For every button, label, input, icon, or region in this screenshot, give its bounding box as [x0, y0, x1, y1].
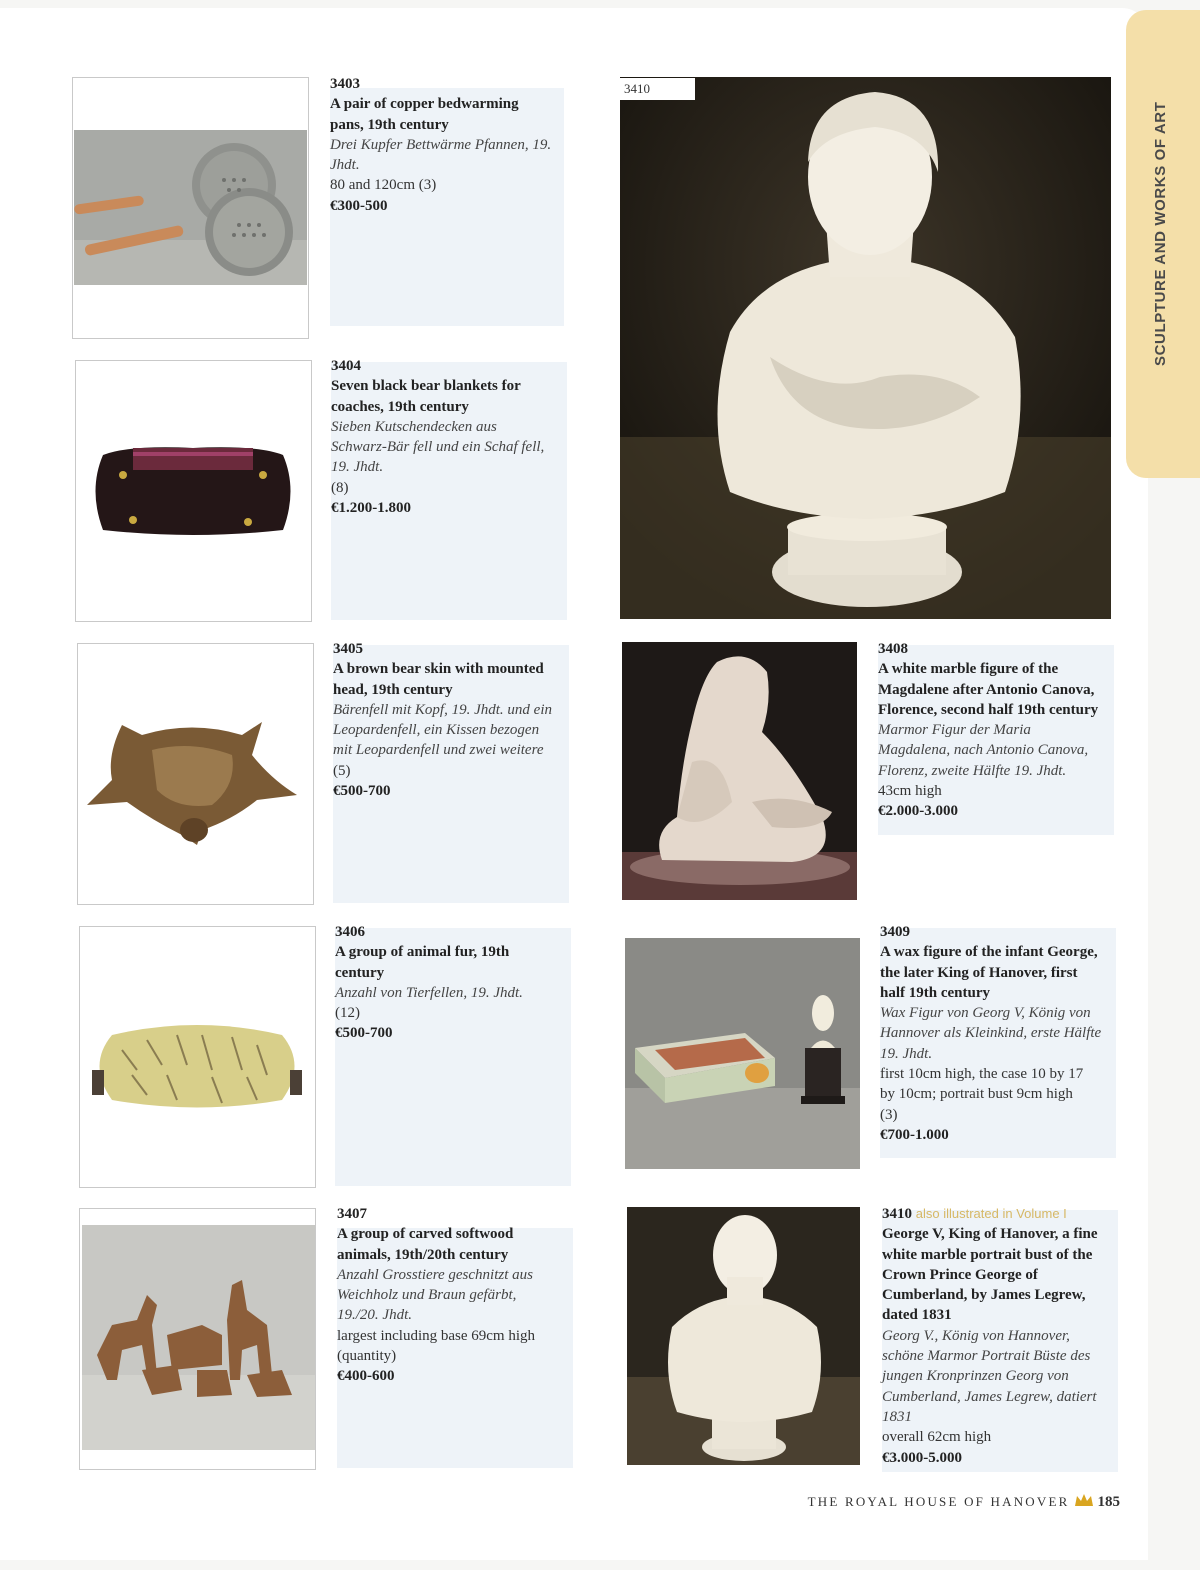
lot-detail-line: 43cm high	[878, 783, 942, 800]
lot-3409-photo[interactable]	[625, 938, 860, 1169]
lot-title-line: coaches, 19th century	[331, 398, 469, 415]
lot-title-line: white marble portrait bust of the	[882, 1246, 1093, 1263]
lot-title-line: half 19th century	[880, 984, 990, 1001]
lot-detail-line: (3)	[880, 1106, 898, 1123]
lot-estimate: €500-700	[335, 1025, 393, 1042]
lot-number: 3404	[331, 358, 361, 374]
lot-3410-photo[interactable]	[627, 1207, 860, 1465]
lot-german-line: 19. Jhdt.	[880, 1045, 933, 1062]
lot-3408-photo[interactable]	[622, 642, 857, 900]
lot-number: 3408	[878, 641, 908, 657]
lot-german-line: Cumberland, James Legrew, datiert	[882, 1388, 1097, 1405]
lot-3403-photo[interactable]	[74, 130, 307, 285]
lot-3409	[880, 922, 1125, 1145]
lot-title-line: Magdalene after Antonio Canova,	[878, 681, 1095, 698]
lot-3405	[333, 639, 578, 801]
lot-3407	[337, 1204, 582, 1387]
lot-detail-line: by 10cm; portrait bust 9cm high	[880, 1086, 1073, 1103]
section-label: SCULPTURE AND WORKS OF ART	[1152, 101, 1169, 367]
lot-3404-photo[interactable]	[88, 440, 298, 545]
lot-german-line: Florenz, zweite Hälfte 19. Jhdt.	[878, 762, 1067, 779]
lot-estimate: €300-500	[330, 197, 388, 214]
lot-title-line: A brown bear skin with mounted	[333, 661, 544, 678]
lot-number: 3405	[333, 641, 363, 657]
lot-german-line: Leopardenfell, ein Kissen bezogen	[333, 722, 540, 739]
lot-estimate: €700-1.000	[880, 1126, 949, 1143]
lot-german-line: Drei Kupfer Bettwärme Pfannen, 19.	[330, 136, 552, 153]
lot-title-line: head, 19th century	[333, 681, 453, 698]
lot-number: 3409	[880, 924, 910, 940]
lot-german-line: 19. Jhdt.	[331, 459, 384, 476]
page-footer	[780, 1490, 1120, 1514]
lot-german-line: Magdalena, nach Antonio Canova,	[878, 742, 1089, 759]
lot-3408	[878, 639, 1123, 822]
lot-number: 3406	[335, 924, 365, 940]
lot-number: 3410	[882, 1206, 912, 1222]
lot-detail-line: (12)	[335, 1005, 360, 1022]
lot-german-line: mit Leopardenfell und zwei weitere	[333, 742, 544, 759]
lot-3406	[335, 922, 580, 1044]
lot-german-line: Anzahl von Tierfellen, 19. Jhdt.	[335, 984, 523, 1001]
lot-title-line: A group of carved softwood	[337, 1226, 514, 1243]
lot-title-line: animals, 19th/20th century	[337, 1246, 509, 1263]
lot-estimate: €2.000-3.000	[878, 803, 958, 820]
lot-detail-line: (5)	[333, 762, 351, 779]
lot-detail-line: 80 and 120cm (3)	[330, 177, 437, 194]
lot-estimate: €500-700	[333, 783, 391, 800]
lot-german-line: Anzahl Grosstiere geschnitzt aus	[337, 1266, 533, 1283]
lot-number: 3403	[330, 76, 360, 92]
lot-title-line: Crown Prince George of	[882, 1266, 1038, 1283]
lot-detail-line: first 10cm high, the case 10 by 17	[880, 1066, 1084, 1083]
page-number: 185	[1097, 1493, 1120, 1510]
crown-icon	[1074, 1492, 1094, 1512]
lot-german-line: Sieben Kutschendecken aus	[331, 418, 497, 435]
lot-title-line: A group of animal fur, 19th	[335, 944, 510, 961]
lot-title-line: Florence, second half 19th century	[878, 701, 1099, 718]
lot-title-line: the later King of Hanover, first	[880, 964, 1078, 981]
lot-german-line: Georg V., König von Hannover,	[882, 1327, 1070, 1344]
lot-title-line: Cumberland, by James Legrew,	[882, 1287, 1086, 1304]
lot-german-line: Marmor Figur der Maria	[878, 722, 1031, 739]
lot-detail-line: (quantity)	[337, 1348, 397, 1365]
lot-german-line: jungen Kronprinzen Georg von	[882, 1368, 1069, 1385]
lot-estimate: €3.000-5.000	[882, 1449, 962, 1466]
lot-3403	[330, 74, 570, 216]
lot-german-line: Jhdt.	[330, 157, 360, 174]
lot-3404	[331, 356, 576, 518]
lot-german-line: Schwarz-Bär fell und ein Schaf fell,	[331, 439, 545, 456]
lot-title-line: Seven black bear blankets for	[331, 378, 521, 395]
lot-detail-line: (8)	[331, 479, 349, 496]
lot-title-line: dated 1831	[882, 1307, 952, 1324]
lot-title-line: A white marble figure of the	[878, 661, 1059, 678]
lot-german-line: Hannover als Kleinkind, erste Hälfte	[880, 1025, 1102, 1042]
lot-detail-line: overall 62cm high	[882, 1429, 992, 1446]
lot-estimate: €1.200-1.800	[331, 500, 411, 517]
lot-title-line: George V, King of Hanover, a fine	[882, 1226, 1098, 1243]
lot-3407-photo[interactable]	[82, 1225, 315, 1450]
lot-german-line: 1831	[882, 1408, 912, 1425]
lot-3410	[882, 1204, 1127, 1468]
lot-german-line: Bärenfell mit Kopf, 19. Jhdt. und ein	[333, 701, 553, 718]
publication-title: THE ROYAL HOUSE OF HANOVER	[807, 1494, 1070, 1509]
lot-estimate: €400-600	[337, 1368, 395, 1385]
lot-detail-line: largest including base 69cm high	[337, 1327, 536, 1344]
lot-title-line: pans, 19th century	[330, 116, 449, 133]
lot-3405-photo[interactable]	[82, 710, 304, 850]
lot-title-line: A wax figure of the infant George,	[880, 944, 1098, 961]
lot-german-line: Weichholz und Braun gefärbt,	[337, 1287, 517, 1304]
lot-german-line: 19./20. Jhdt.	[337, 1307, 412, 1324]
lot-title-line: century	[335, 964, 385, 981]
feature-bust-photo[interactable]	[620, 77, 1111, 619]
lot-german-line: Wax Figur von Georg V, König von	[880, 1005, 1091, 1022]
lot-german-line: schöne Marmor Portrait Büste des	[882, 1348, 1091, 1365]
also-illustrated-note: also illustrated in Volume I	[915, 1206, 1067, 1221]
lot-title-line: A pair of copper bedwarming	[330, 96, 519, 113]
lot-number: 3407	[337, 1206, 367, 1222]
feature-lot-badge: 3410	[620, 78, 695, 100]
lot-3406-photo[interactable]	[92, 1015, 302, 1115]
